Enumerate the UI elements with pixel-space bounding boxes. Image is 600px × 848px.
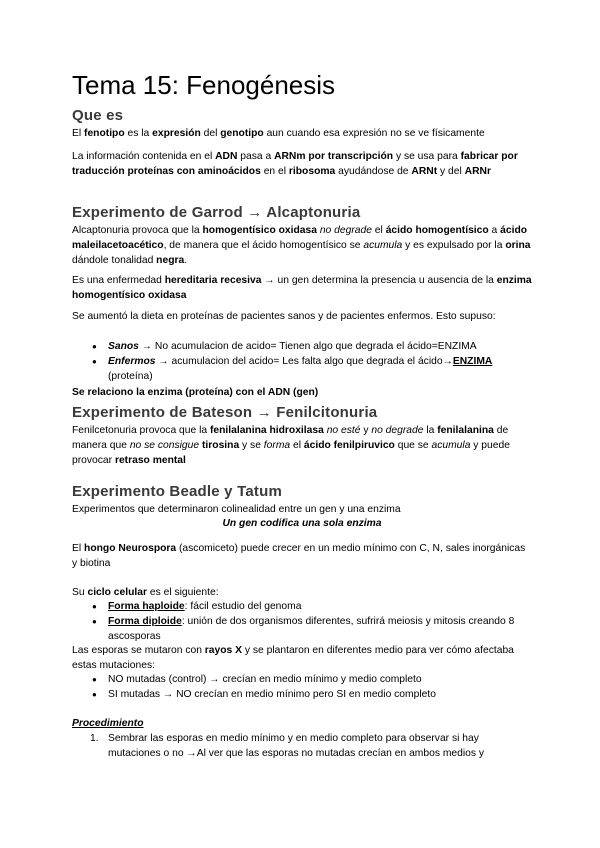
garrod-paragraph-2: Es una enfermedad hereditaria recesiva → un gen determina la presencia u ausencia de la enzima homogentísico oxidasa [72, 275, 532, 301]
heading-que-es: Que es [72, 107, 124, 124]
beadle-key-statement: Un gen codifica una sola enzima [222, 518, 382, 529]
page-title: Tema 15: Fenogénesis [72, 70, 336, 100]
heading-beadle-tatum: Experimento Beadle y Tatum [72, 483, 282, 500]
bullet-icon: ● [92, 342, 97, 351]
que-es-paragraph-2: La información contenida en el ADN pasa a ARNm por transcripción y se usa para fabricar por traducción proteínas con aminoácidos en el ribosoma ayudándose de ARNt y del ARNr [72, 151, 518, 177]
que-es-paragraph-1: El fenotipo es la expresión del genotipo aun cuando esa expresión no se ve físicamente [72, 128, 485, 139]
bullet-icon: ● [92, 602, 97, 611]
beadle-paragraph-1: Experimentos que determinaron colinealidad entre un gen y una enzima [72, 504, 401, 515]
beadle-paragraph-3: Su ciclo celular es el siguiente: [72, 587, 219, 598]
garrod-paragraph-3: Se aumentó la dieta en proteínas de pacientes sanos y de pacientes enfermos. Esto supuso: [72, 311, 496, 322]
bullet-icon: ● [92, 690, 97, 699]
garrod-paragraph-1: Alcaptonuria provoca que la homogentísico oxidasa no degrade el ácido homogentísico a ácido maleilacetoacético, de manera que el ácido homogentísico se acumula y es expulsado por la orina dándole tonalidad negra. [72, 225, 531, 266]
bateson-paragraph-1: Fenilcetonuria provoca que la fenilalanina hidroxilasa no esté y no degrade la fenilalanina de manera que no se consigue tirosina y se forma el ácido fenilpiruvico que se acumula y puede provocar retraso mental [72, 425, 510, 466]
bullet-icon: ● [92, 617, 97, 626]
heading-garrod: Experimento de Garrod → Alcaptonuria [72, 204, 361, 221]
bullet-icon: ● [92, 675, 97, 684]
beadle-paragraph-4: Las esporas se mutaron con rayos X y se plantaron en diferentes medio para ver cómo afectaba estas mutaciones: [72, 645, 514, 671]
bullet-icon: ● [92, 357, 97, 366]
procedimiento-heading: Procedimiento [72, 718, 144, 729]
beadle-paragraph-2: El hongo Neurospora (ascomiceto) puede crecer en un medio mínimo con C, N, sales inorgánicas y biotina [72, 543, 526, 569]
garrod-conclusion: Se relaciono la enzima (proteína) con el ADN (gen) [72, 387, 319, 398]
heading-bateson: Experimento de Bateson → Fenilcitonuria [72, 404, 378, 421]
